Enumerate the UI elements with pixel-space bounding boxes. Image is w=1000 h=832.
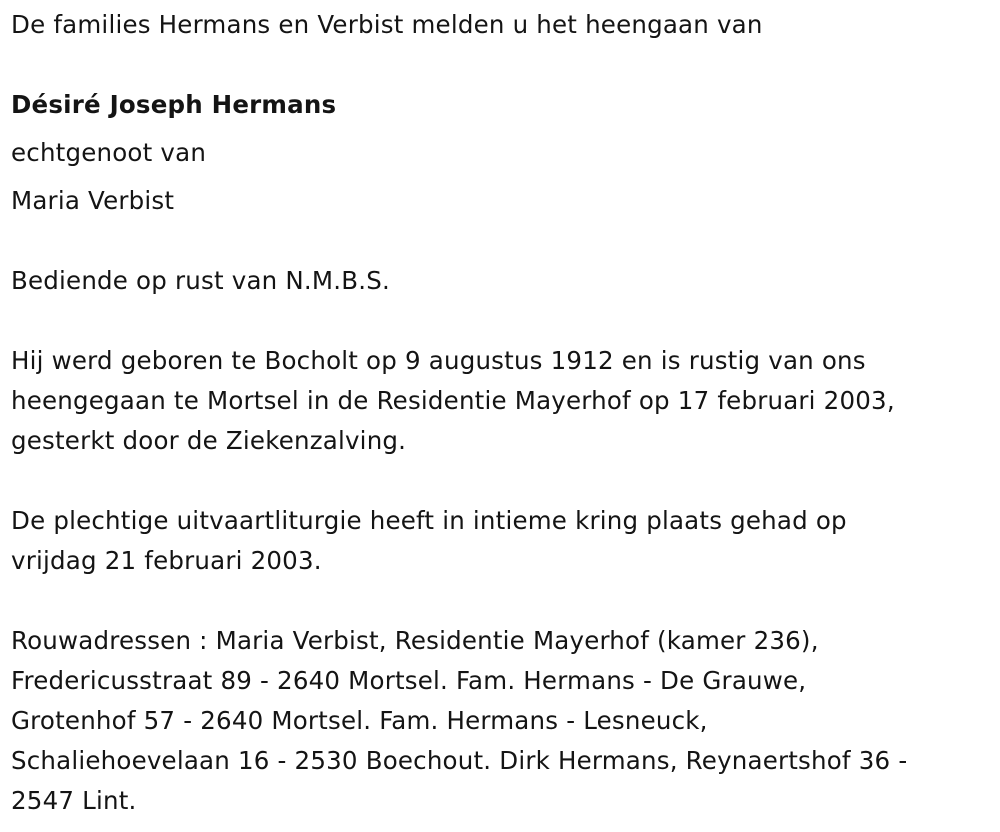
life-paragraph-line: Hij werd geboren te Bocholt op 9 augustus 1912 en is rustig van ons bbox=[11, 346, 866, 375]
funeral-paragraph-line: De plechtige uitvaartliturgie heeft in intieme kring plaats gehad op bbox=[11, 506, 847, 535]
addresses-paragraph-line: Schaliehoevelaan 16 - 2530 Boechout. Dirk Hermans, Reynaertshof 36 - bbox=[11, 746, 908, 775]
addresses-paragraph-line: 2547 Lint. bbox=[11, 786, 137, 815]
life-paragraph-line: heengegaan te Mortsel in de Residentie Mayerhof op 17 februari 2003, bbox=[11, 386, 895, 415]
spouse-relation: echtgenoot van bbox=[11, 138, 207, 167]
addresses-paragraph-line: Fredericusstraat 89 - 2640 Mortsel. Fam. Hermans - De Grauwe, bbox=[11, 666, 807, 695]
addresses-paragraph-line: Rouwadressen : Maria Verbist, Residentie Mayerhof (kamer 236), bbox=[11, 626, 819, 655]
occupation-text: Bediende op rust van N.M.B.S. bbox=[11, 266, 390, 295]
funeral-paragraph-line: vrijdag 21 februari 2003. bbox=[11, 546, 322, 575]
intro-text: De families Hermans en Verbist melden u het heengaan van bbox=[11, 10, 763, 39]
addresses-paragraph-line: Grotenhof 57 - 2640 Mortsel. Fam. Hermans - Lesneuck, bbox=[11, 706, 708, 735]
spouse-name: Maria Verbist bbox=[11, 186, 175, 215]
life-paragraph-line: gesterkt door de Ziekenzalving. bbox=[11, 426, 407, 455]
deceased-name: Désiré Joseph Hermans bbox=[11, 90, 337, 119]
